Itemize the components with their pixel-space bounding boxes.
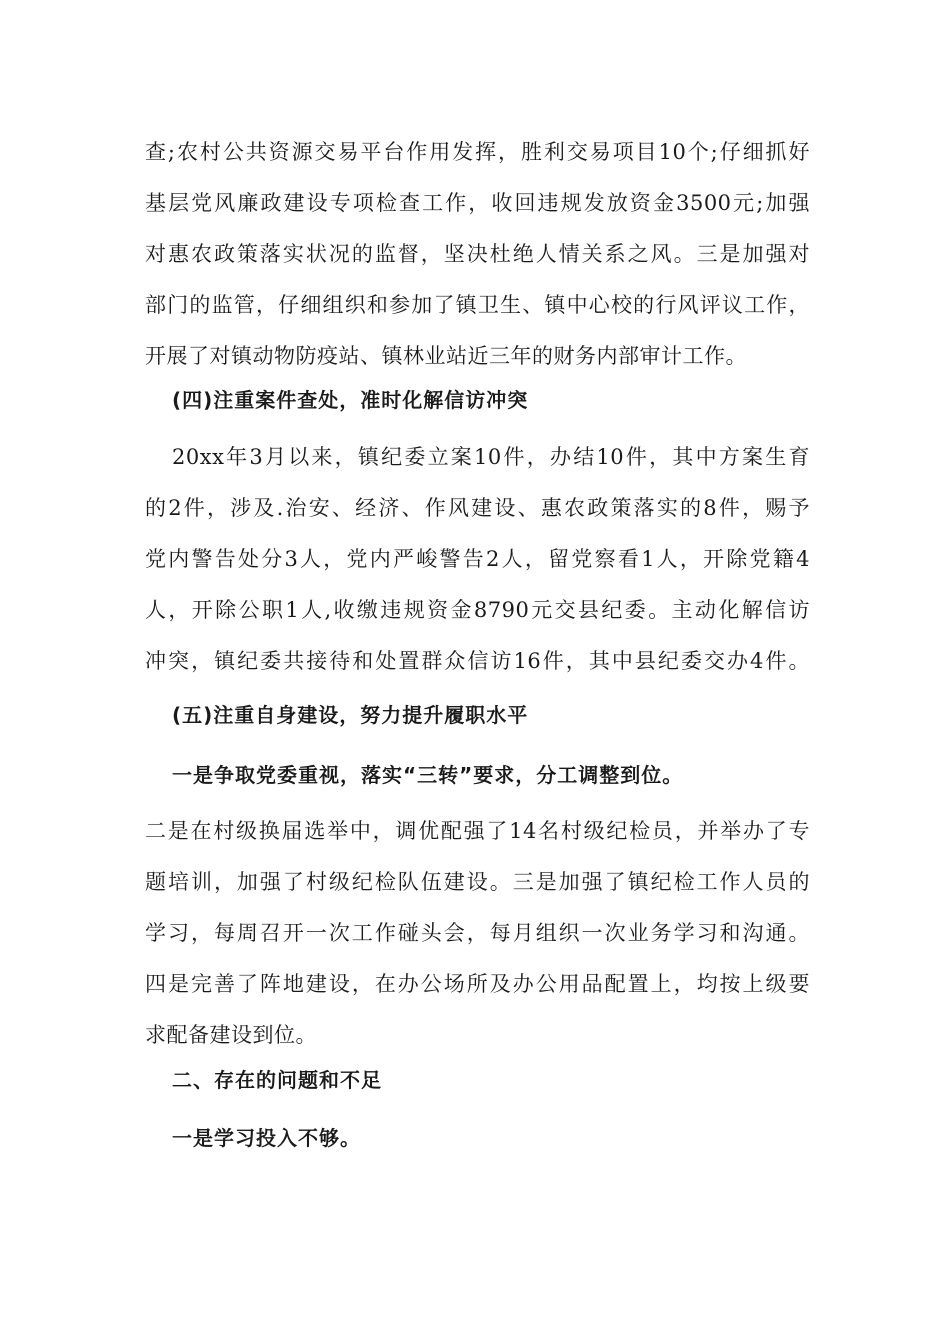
text-line: 对惠农政策落实状况的监督，坚决杜绝人情关系之风。三是加强对 <box>145 242 810 266</box>
text-line: 二是在村级换届选举中，调优配强了14名村级纪检员，并举办了专 <box>145 819 810 843</box>
paragraph-self-building <box>145 806 810 1061</box>
text-line: 四是完善了阵地建设，在办公场所及办公用品配置上，均按上级要 <box>145 972 810 996</box>
section-subheading-5 <box>145 750 810 801</box>
text-line: 冲突，镇纪委共接待和处置群众信访16件，其中县纪委交办4件。 <box>145 649 810 673</box>
section-heading-5 <box>145 690 810 741</box>
text-line: 查;农村公共资源交易平台作用发挥，胜利交易项目10个;仔细抓好 <box>145 140 810 164</box>
text-line: 基层党风廉政建设专项检查工作，收回违规发放资金3500元;加强 <box>145 191 810 215</box>
subheading-text: 一是争取党委重视，落实“三转”要求，分工调整到位。 <box>172 763 684 787</box>
heading-text: (四)注重案件查处，准时化解信访冲突 <box>172 388 529 412</box>
text-line: 人，开除公职1人,收缴违规资金8790元交县纪委。主动化解信访 <box>145 598 810 622</box>
text-line: 的2件，涉及.治安、经济、作风建设、惠农政策落实的8件，赐予 <box>145 496 810 520</box>
text-line: 学习，每周召开一次工作碰头会，每月组织一次业务学习和沟通。 <box>145 921 810 945</box>
paragraph-inspection-work <box>145 127 810 382</box>
text-line: 题培训，加强了村级纪检队伍建设。三是加强了镇纪检工作人员的 <box>145 870 810 894</box>
text-line: 20xx年3月以来，镇纪委立案10件，办结10件，其中方案生育 <box>172 445 810 469</box>
heading-text: 二、存在的问题和不足 <box>172 1068 382 1092</box>
heading-text: (五)注重自身建设，努力提升履职水平 <box>172 703 529 727</box>
paragraph-case-handling <box>145 432 810 687</box>
section-heading-2 <box>145 1055 810 1106</box>
section-heading-4 <box>145 375 810 426</box>
text-line: 求配备建设到位。 <box>145 1023 317 1047</box>
subheading-text: 一是学习投入不够。 <box>172 1126 361 1150</box>
text-line: 党内警告处分3人，党内严峻警告2人，留党察看1人，开除党籍4 <box>145 547 810 571</box>
text-line: 部门的监管，仔细组织和参加了镇卫生、镇中心校的行风评议工作， <box>145 293 810 317</box>
text-line: 开展了对镇动物防疫站、镇林业站近三年的财务内部审计工作。 <box>145 344 747 368</box>
section-subheading-2 <box>145 1113 810 1164</box>
